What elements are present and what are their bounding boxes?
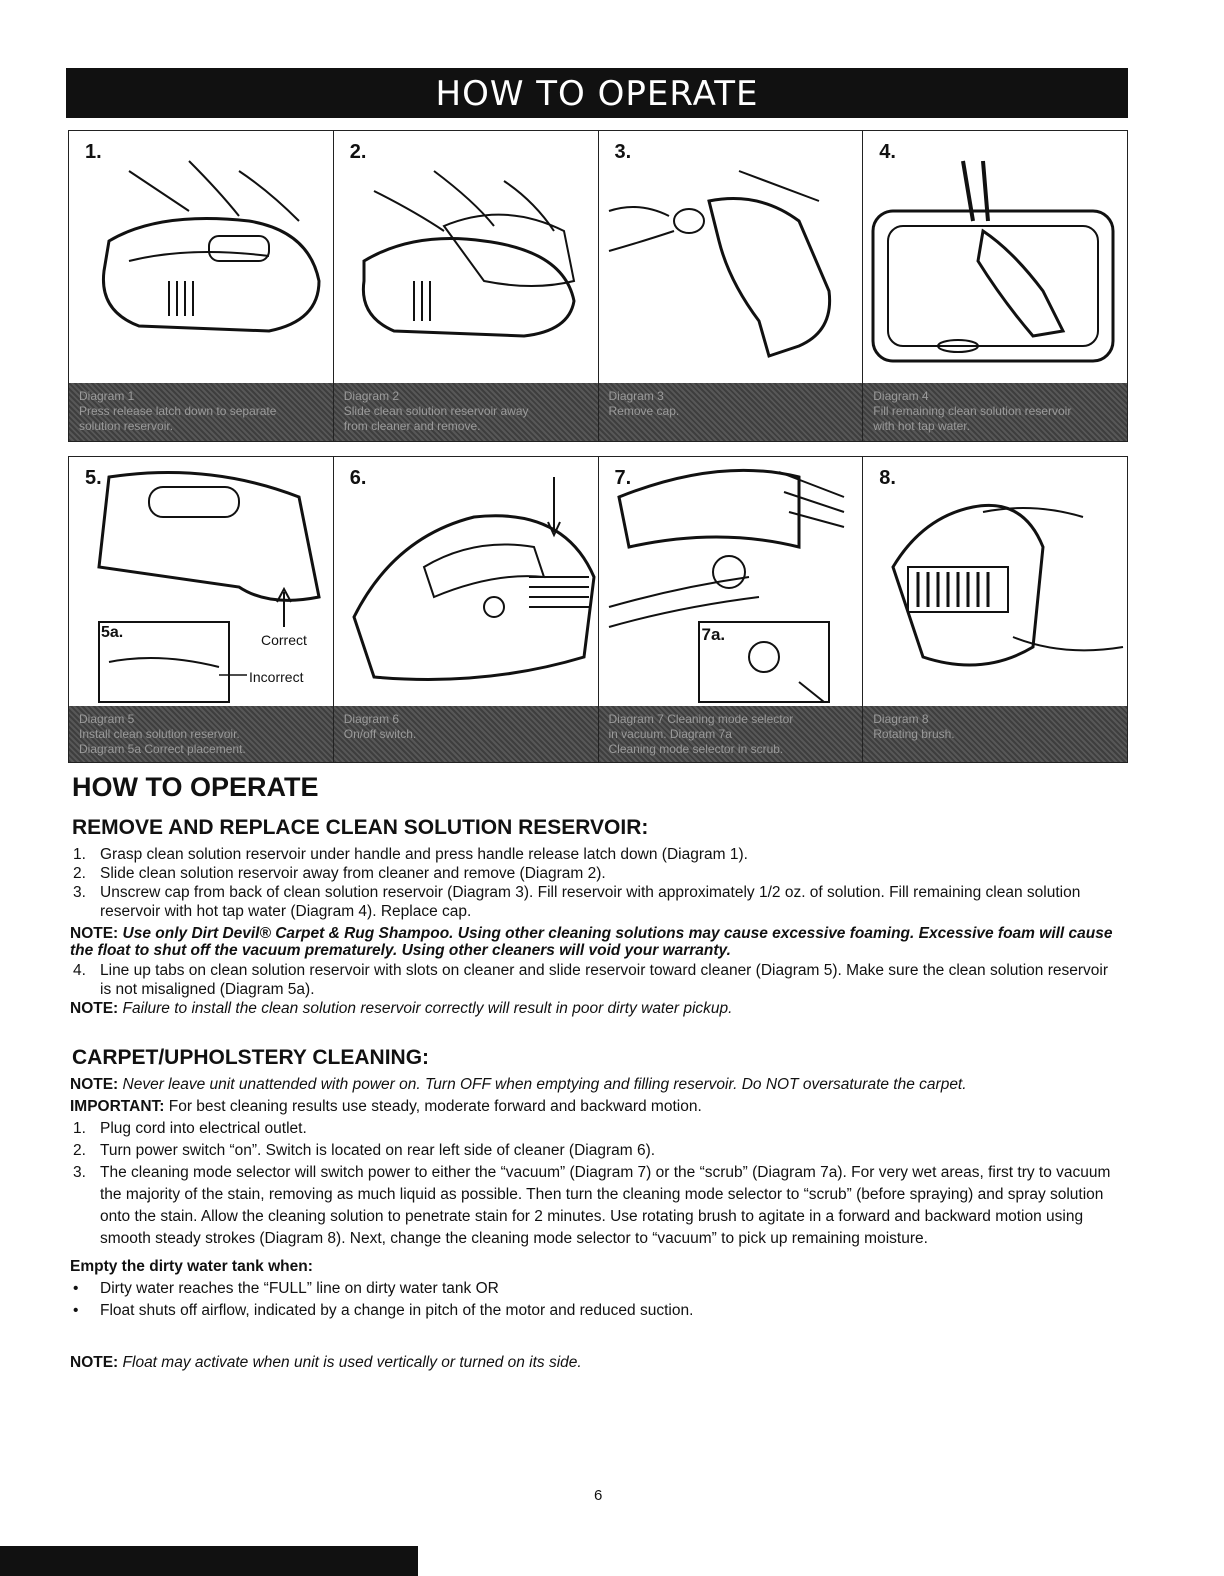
warranty-note: NOTE: Use only Dirt Devil® Carpet & Rug Shampoo. Using other cleaning solutions may cause excessive foaming. Excessive foam will cause the float to shut off the vacuum prematurely. Using other cleaners will void your warranty.	[70, 925, 1113, 959]
diagram-number: 5.	[85, 467, 102, 489]
float-note: NOTE: Float may activate when unit is used vertically or turned on its side.	[70, 1354, 582, 1371]
diagram-number: 8.	[879, 467, 896, 489]
diagram-caption: Diagram 1 Press release latch down to separate solution reservoir.	[69, 383, 333, 441]
empty-tank-heading: Empty the dirty water tank when:	[70, 1258, 313, 1275]
important-note: IMPORTANT: For best cleaning results use steady, moderate forward and backward motion.	[70, 1098, 702, 1115]
bullet-item: • Dirty water reaches the “FULL” line on dirty water tank OR	[73, 1280, 499, 1297]
diagram-caption: Diagram 2 Slide clean solution reservoir away from cleaner and remove.	[334, 383, 598, 441]
diagram-number: 4.	[879, 141, 896, 163]
list-item: 1. Plug cord into electrical outlet.	[73, 1120, 307, 1137]
diagram-3-illustration	[599, 131, 863, 381]
list-item: 3. The cleaning mode selector will switch power to either the “vacuum” (Diagram 7) or the “scrub” (Diagram 7a). For very wet areas, first try to vacuum the majority of the stain, removing as much liquid as possible. Then turn the cleaning mode selector to “scrub” (before spraying) and spray solution onto the stain. Allow the cleaning solution to penetrate stain for 2 minutes. Use rotating brush to agitate in a forward and backward motion using smooth steady strokes (Diagram 8). Next, change the cleaning mode selector to “vacuum” to pick up remaining moisture.	[73, 1164, 1111, 1247]
diagram-caption: Diagram 4 Fill remaining clean solution reservoir with hot tap water.	[863, 383, 1127, 441]
diagram-6	[334, 457, 599, 762]
diagram-5a-label: 5a.	[101, 624, 124, 641]
diagram-number: 6.	[349, 467, 367, 489]
diagram-caption: Diagram 8 Rotating brush.	[863, 706, 1127, 762]
page-number: 6	[594, 1487, 603, 1504]
correct-label: Correct	[261, 632, 307, 648]
section-title: HOW TO OPERATE	[72, 772, 319, 802]
diagram-caption: Diagram 7 Cleaning mode selector in vacuum. Diagram 7a Cleaning mode selector in scrub.	[599, 706, 863, 762]
list-item: 4. Line up tabs on clean solution reservoir with slots on cleaner and slide reservoir toward cleaner (Diagram 5). Make sure the clean solution reservoir is not misaligned (Diagram 5a).	[73, 962, 1108, 998]
diagram-number: 3.	[614, 141, 632, 163]
carpet-cleaning-steps	[70, 1074, 1140, 1374]
unattended-note: NOTE: Never leave unit unattended with power on. Turn OFF when emptying and filling reservoir. Do NOT oversaturate the carpet.	[70, 1076, 967, 1093]
diagram-1	[69, 131, 334, 441]
diagram-1-illustration	[69, 131, 333, 381]
list-item: 1. Grasp clean solution reservoir under handle and press handle release latch down (Diagram 1).	[73, 846, 748, 863]
install-note: NOTE: Failure to install the clean solution reservoir correctly will result in poor dirty water pickup.	[70, 1000, 733, 1017]
incorrect-label: Incorrect	[249, 669, 304, 685]
list-item: 2. Slide clean solution reservoir away from cleaner and remove (Diagram 2).	[73, 865, 606, 882]
diagram-3	[599, 131, 864, 441]
diagram-7a-label: 7a.	[701, 625, 726, 644]
diagram-caption: Diagram 6 On/off switch.	[334, 706, 598, 762]
diagram-8-illustration	[863, 457, 1127, 707]
list-item: 2. Turn power switch “on”. Switch is located on rear left side of cleaner (Diagram 6).	[73, 1142, 656, 1159]
diagram-6-illustration	[334, 457, 598, 707]
diagram-row-1	[68, 130, 1128, 442]
diagram-caption: Diagram 5 Install clean solution reservoir. Diagram 5a Correct placement.	[69, 706, 333, 762]
diagram-number: 7.	[614, 467, 632, 489]
diagram-row-2	[68, 456, 1128, 763]
diagram-2	[334, 131, 599, 441]
diagram-8	[863, 457, 1127, 762]
remove-replace-steps	[70, 845, 1140, 1018]
diagram-5	[69, 457, 334, 762]
bottom-bar	[0, 1546, 418, 1576]
remove-replace-heading: REMOVE AND REPLACE CLEAN SOLUTION RESERVOIR:	[72, 816, 649, 839]
diagram-4-illustration	[863, 131, 1127, 381]
carpet-cleaning-heading: CARPET/UPHOLSTERY CLEANING:	[72, 1046, 430, 1069]
bullet-item: • Float shuts off airflow, indicated by a change in pitch of the motor and reduced suction.	[73, 1302, 694, 1319]
list-item: 3. Unscrew cap from back of clean solution reservoir (Diagram 3). Fill reservoir with approximately 1/2 oz. of solution. Fill remaining clean solution reservoir with hot tap water (Diagram 4). Replace cap.	[73, 884, 1081, 920]
diagram-caption: Diagram 3 Remove cap.	[599, 383, 863, 441]
diagram-number: 1.	[85, 141, 102, 163]
page-banner: HOW TO OPERATE	[66, 68, 1128, 118]
diagram-7-illustration	[599, 457, 863, 707]
diagram-number: 2.	[349, 141, 367, 163]
diagram-4	[863, 131, 1127, 441]
diagram-7	[599, 457, 864, 762]
diagram-2-illustration	[334, 131, 598, 381]
